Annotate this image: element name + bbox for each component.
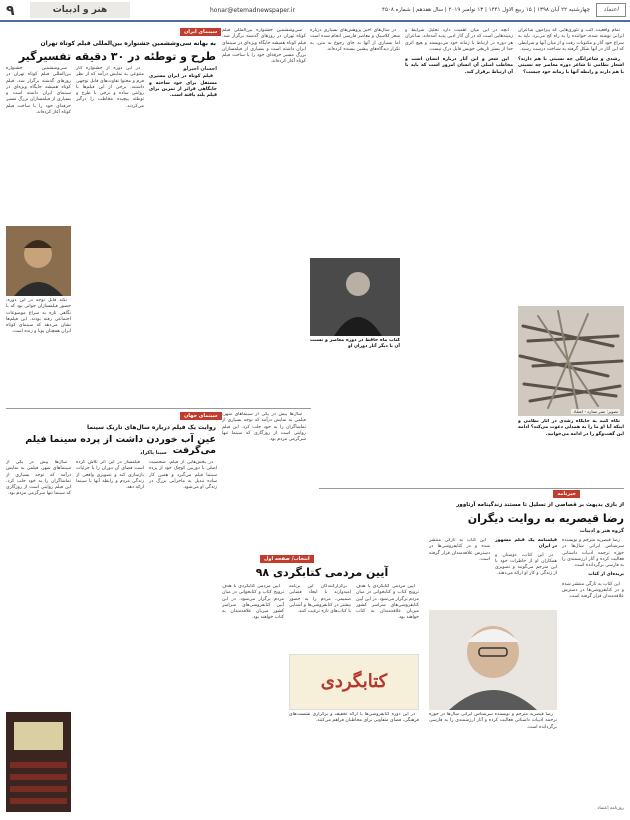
book-news-byline: گروه هنر و ادبیات <box>579 528 624 534</box>
book-festival-col-d <box>356 584 419 652</box>
page-number: ۹ <box>6 3 15 19</box>
right-article-text-c: در سال‌های اخیر پژوهش‌های بسیاری درباره شعر کلاسیک و معاصر فارسی انجام شده است اما بسیاری از آنها به جای رجوع به متن، به تکرار دیدگاه‌های پیشین بسنده کرده‌اند. <box>310 28 400 52</box>
book-news-text-4: رضا قیصریه مترجم و نویسنده سرشناس ایرانی سال‌ها در حوزه ترجمه ادبیات داستانی فعالیت کرده و آثار ارزشمندی را به فارسی برگردانده است. <box>429 712 557 730</box>
horizontal-divider <box>6 408 311 409</box>
cinema-hall-photo <box>6 712 71 812</box>
right-photo-caption: تصویر: عنبر ستاره - اعتماد <box>573 409 618 414</box>
short-film-text-3: در بخش‌هایی از فیلم، شخصیت اصلی با دوربین کوچک خود از پرده سینما فیلم می‌گیرد و همین کار ساده تبدیل به ماجرایی بزرگ در زندگی او می‌شود. <box>149 460 217 491</box>
newspaper-logo: اعتماد <box>596 3 626 17</box>
book-news-portrait <box>429 610 557 710</box>
cinema-text-3: نکته قابل توجه در این دوره، حضور فیلمسازان جوانی بود که با نگاهی تازه به سراغ موضوعات اجتماعی رفته بودند. این فیلم‌ها نشان می‌دهد که سینمای کوتاه ایران همچنان پویا و زنده است. <box>6 298 71 335</box>
old-man-portrait-icon <box>429 610 557 710</box>
short-film-col-c <box>149 460 217 805</box>
short-film-text-1: سال‌ها پیش در یکی از سینماهای شهر، فیلمی به نمایش درآمد که توجه بسیاری از تماشاگران را به خود جلب کرد. این فیلم روایتی است از روزگاری که سینما تنها سرگرمی مردم بود. <box>6 460 71 497</box>
cinema-author: احسان آجیرلو <box>183 66 217 72</box>
right-article-quote-2: این شعر و این آثار درباره انسان است و مخاطب اصلی آن انسان امروز است که باید با آن ارتباط برقرار کند. <box>405 57 513 75</box>
middle-col <box>222 28 306 406</box>
book-festival-text-1: آیین مردمی کتابگردی با هدف ترویج کتاب و کتابخوانی در میان مردم برگزار می‌شود. در این آیین کتابفروشی‌های سراسر کشور میزبان علاقه‌مندان به کتاب خواهند بود. <box>222 584 284 621</box>
cinema-col-a2 <box>6 298 71 406</box>
book-news-subhead-2: بریده‌ای از کتاب <box>588 572 624 578</box>
book-festival-tag: انتخاب/ صفحه اول <box>260 555 314 563</box>
page-header <box>0 0 630 22</box>
book-news-col-b <box>495 538 557 608</box>
book-news-kicker: از بازی بدیهت بر قصاصی از تسلیل تا مستند زندگینامه آرتاوور <box>456 502 624 508</box>
book-news-headline: رضا قیصریه به روایت دیگران <box>467 512 624 525</box>
book-festival-col-c <box>289 712 419 810</box>
book-news-text-2: در این کتاب، دوستان و همکاران او از خاطرات خود با این مترجم می‌گویند و تصویری از زندگی و کار او ارائه می‌دهند. <box>495 552 557 577</box>
cinema-col-c <box>149 66 217 406</box>
book-news-tag: خبرنامه <box>553 490 580 498</box>
short-film-tag: سینمای جهان <box>180 412 222 420</box>
dateline: چهارشنبه ۲۲ آبان ۱۳۹۸ | ۱۵ ربیع الاول ۱۴۴۱ | ۱۳ نوامبر ۲۰۱۹ | سال هفدهم | شماره ۴۵۰۸ <box>382 7 590 13</box>
cinema-col-b <box>76 66 144 406</box>
short-film-text-4: سال‌ها پیش در یکی از سینماهای شهر، فیلمی به نمایش درآمد که توجه بسیاری از تماشاگران را به خود جلب کرد. این فیلم روایتی است از روزگاری که سینما تنها سرگرمی مردم بود. <box>222 412 306 443</box>
right-article-text-a: تمام واقعیت کتب و تئوری‌هایی که پیرامون شاعران ایرانی نوشته شده، خواننده را به راه کج می‌برد. باید به سراغ خود آثار و مکتوبات رفت و از میان آنها و شرایطی که این آثار در آنها شکل گرفته به شناخت درست رسید. <box>518 28 624 52</box>
book-news-text-3: این کتاب به تازگی منتشر شده و در کتابفروشی‌ها در دسترس علاقه‌مندان قرار گرفته است. <box>562 581 624 600</box>
short-film-col-d <box>222 412 306 552</box>
pencils-photo-icon <box>518 306 624 416</box>
book-news-text-1: رضا قیصریه مترجم و نویسنده سرشناس ایرانی سال‌ها در حوزه ترجمه ادبیات داستانی فعالیت کرده و آثار ارزشمندی را به فارسی برگردانده است. <box>562 538 624 569</box>
cinema-tag: سینمای ایران <box>180 28 221 36</box>
book-festival-text-3: در این دوره کتابفروشی‌ها با ارائه تخفیف و برگزاری نشست‌های فرهنگی، فضای متفاوتی برای مخاطبان فراهم می‌کنند. <box>289 712 419 724</box>
book-festival-logo <box>289 654 419 710</box>
right-article-col-b <box>405 28 513 485</box>
short-film-col-b <box>76 460 144 805</box>
right-article-quote-1: رشدی و شاعرانگی چه نسبتی با هم دارند؟ اشعار نظامی تا شاعر دوره معاصر چه نسبتی با هم دارند و رابطه آنها با زمانه خود چیست؟ <box>518 57 624 75</box>
book-news-col-a <box>562 538 624 810</box>
short-film-col-a <box>6 460 71 710</box>
horizontal-divider-right <box>319 488 624 489</box>
portrait-photo <box>310 258 400 336</box>
man-portrait-icon <box>6 226 71 296</box>
kitabgardi-logo: کتابگردی <box>320 671 388 692</box>
right-article-photo <box>518 306 624 416</box>
right-article-photo-text <box>518 419 624 485</box>
cinema-hall-icon <box>6 712 71 812</box>
portrait-icon <box>310 258 400 336</box>
short-film-text-2: فیلمساز در این اثر تلاش کرده است فضای آن دوران را با جزئیات بازسازی کند و تصویری واقعی از زندگی مردم و رابطه آنها با سینما ارائه دهد. <box>76 460 144 491</box>
book-news-col-d <box>429 538 490 608</box>
right-article-text-b: آنچه در این میان اهمیت دارد تحلیل شرایط و زمینه‌هایی است که در آن آثار ادبی پدید آمده‌اند. شاعران هر دوره در ارتباط با زمانه خود می‌نویسند و هیچ اثری جدا از بستر تاریخی خویش قابل درک نیست. <box>405 28 513 52</box>
short-film-kicker: روایت یک فیلم درباره سال‌های تاریک سینما <box>86 424 216 431</box>
book-news-side-note: روزنامه اعتماد <box>597 806 624 811</box>
book-festival-col-b <box>289 584 351 652</box>
cinema-highlight: فیلم کوتاه در ایران مسیری مستقل برای خود ساخته و جایگاهی فراتر از تمرین برای فیلم بلند یافته است. <box>149 74 217 99</box>
book-festival-text-4: آیین مردمی کتابگردی با هدف ترویج کتاب و کتابخوانی در میان مردم برگزار می‌شود. در این آیین کتابفروشی‌های سراسر کشور میزبان علاقه‌مندان به کتاب خواهند بود. <box>356 584 419 621</box>
book-festival-text-2: برگزارکنندگان این برنامه امیدوارند با ایجاد فضایی صمیمی، مردم را به حضور بیشتر در کتابفروشی‌ها و آشنایی با کتاب‌های تازه ترغیب کنند. <box>289 584 351 615</box>
right-article-col-c <box>310 28 400 256</box>
portrait-caption: کتاب ماه حافظ در دوره معاصر و نسبت آن با دیگر آثار دوران او <box>310 338 400 350</box>
cinema-text-1: سی‌وششمین جشنواره بین‌المللی فیلم کوتاه تهران در روزهای گذشته برگزار شد. فیلم کوتاه همیشه جایگاه ویژه‌ای در سینمای ایران داشته است و بسیاری از فیلمسازان بزرگ مسیر حرفه‌ای خود را با ساخت فیلم کوتاه آغاز کرده‌اند. <box>6 66 71 116</box>
right-article-col-a <box>518 28 624 306</box>
book-festival-headline: آیین مردمی کتابگردی ۹۸ <box>255 566 389 579</box>
middle-text: سی‌وششمین جشنواره بین‌المللی فیلم کوتاه تهران در روزهای گذشته برگزار شد. فیلم کوتاه همیشه جایگاه ویژه‌ای در سینمای ایران داشته است و بسیاری از فیلمسازان بزرگ مسیر حرفه‌ای خود را با ساخت فیلم کوتاه آغاز کرده‌اند. <box>222 28 306 65</box>
book-news-subhead: فیلمنامه یک فیلم مشهور در ایران <box>495 538 557 550</box>
book-news-col-c <box>429 712 557 810</box>
cinema-col-a <box>6 66 71 226</box>
cinema-text-2: در این دوره از جشنواره آثار متنوعی به نمایش درآمد که از نظر فرم و محتوا تفاوت‌های قابل توجهی داشتند. برخی از این فیلم‌ها با روایتی ساده و برخی با طرح و توطئه پیچیده مخاطب را درگیر می‌کردند. <box>76 66 144 109</box>
short-film-headline: عین آب خوردن داشت از پرده سینما فیلم می‌گرفت <box>25 434 216 456</box>
section-title: هنر و ادبیات <box>30 2 130 18</box>
cinema-portrait <box>6 226 71 296</box>
cinema-headline: طرح و توطئه در ۳۰ دقیقه تفسیرگیر <box>18 50 216 63</box>
book-news-text-5: این کتاب به تازگی منتشر شده و در کتابفروشی‌ها در دسترس علاقه‌مندان قرار گرفته است. <box>429 538 490 562</box>
short-film-author: سینا پاکزاد <box>140 450 167 456</box>
book-festival-col-a <box>222 584 284 810</box>
cinema-kicker: به بهانه سی‌وششمین جشنواره بین‌المللی فیلم کوتاه تهران <box>40 40 216 47</box>
section-email[interactable]: honar@etemadnewspaper.ir <box>210 7 295 14</box>
right-photo-text: نگاه کنید به جایگاه رشدی در آثار نظامی و اینکه آیا او ما را به همدلی دعوت می‌کند؟ ادامه این گفت‌وگو را در ادامه می‌خوانید. <box>518 419 624 437</box>
